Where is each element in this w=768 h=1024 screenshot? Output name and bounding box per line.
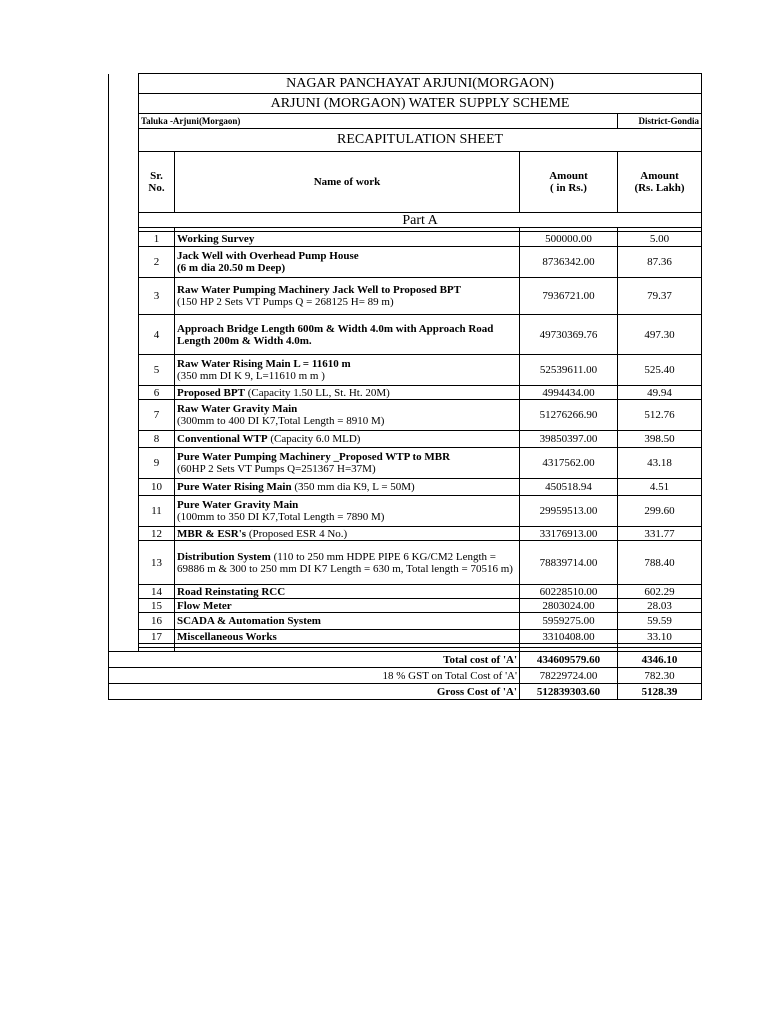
row-sr-no: 17 [139,630,175,644]
table-row [109,386,702,400]
work-title: Distribution System [177,550,271,563]
left-margin-cell [109,355,139,386]
left-margin-cell [109,386,139,400]
work-detail: (350 mm DI K 9, L=11610 m m ) [177,370,325,382]
row-amount-rs: 33176913.00 [520,527,618,541]
row-sr-no: 7 [139,400,175,431]
row-amount-lakh: 331.77 [618,527,702,541]
row-sr-no: 6 [139,386,175,400]
row-work-name [175,585,520,599]
col-header-amount: Amount ( in Rs.) [520,152,618,213]
row-amount-lakh: 512.76 [618,400,702,431]
row-work-name [175,232,520,247]
total-amount-rs: 434609579.60 [520,652,618,668]
district-label: District-Gondia [618,114,702,129]
work-title: Jack Well with Overhead Pump House [177,250,359,262]
row-amount-lakh: 788.40 [618,541,702,585]
row-sr-no: 1 [139,232,175,247]
total-amount-lakh: 5128.39 [618,684,702,700]
recap-heading: RECAPITULATION SHEET [139,129,702,152]
work-title: Miscellaneous Works [177,630,277,643]
row-sr-no: 15 [139,599,175,613]
table-row [109,315,702,355]
work-title: SCADA & Automation System [177,615,321,627]
row-sr-no: 9 [139,448,175,479]
row-work-name [175,527,520,541]
row-work-name [175,541,520,585]
left-margin-cell [109,630,139,644]
table-row [109,448,702,479]
row-amount-rs: 2803024.00 [520,599,618,613]
table-row [109,247,702,278]
work-title: Proposed BPT [177,386,245,399]
gross-cost-row [109,684,702,700]
left-margin-cell [109,232,139,247]
total-label: Total cost of 'A' [109,652,520,668]
total-label: Gross Cost of 'A' [109,684,520,700]
row-amount-lakh: 43.18 [618,448,702,479]
left-margin-cell [109,479,139,496]
row-amount-rs: 49730369.76 [520,315,618,355]
left-margin-cell [109,400,139,431]
title-line-1: NAGAR PANCHAYAT ARJUNI(MORGAON) [139,74,702,94]
row-sr-no: 13 [139,541,175,585]
work-detail: (Proposed ESR 4 No.) [246,527,348,540]
work-title-detail: (6 m dia 20.50 m Deep) [177,262,286,274]
row-amount-lakh: 59.59 [618,613,702,630]
col-header-name: Name of work [175,152,520,213]
row-amount-rs: 60228510.00 [520,585,618,599]
row-amount-rs: 500000.00 [520,232,618,247]
table-row [109,232,702,247]
work-title: Flow Meter [177,599,232,612]
row-amount-rs: 29959513.00 [520,496,618,527]
total-amount-rs: 512839303.60 [520,684,618,700]
row-sr-no: 10 [139,479,175,496]
left-margin-cell [109,213,139,228]
work-title: Approach Bridge Length 600m & Width 4.0m with Approach Road Length 200m & Width 4.0m. [177,322,494,347]
work-detail: (60HP 2 Sets VT Pumps Q=251367 H=37M) [177,463,376,475]
table-row [109,479,702,496]
work-title: Road Reinstating RCC [177,585,286,598]
work-detail: (110 to 250 mm HDPE PIPE 6 KG/CM2 Length = 69886 m & 300 to 250 mm DI K7 Length = 630 m, Total length = 70516 m) [177,550,513,575]
work-detail: (150 HP 2 Sets VT Pumps Q = 268125 H= 89 m) [177,296,394,308]
left-margin-cell [109,527,139,541]
row-sr-no: 5 [139,355,175,386]
row-amount-lakh: 28.03 [618,599,702,613]
total-amount-rs: 78229724.00 [520,668,618,684]
part-label: Part A [139,213,702,228]
row-amount-lakh: 299.60 [618,496,702,527]
row-sr-no: 14 [139,585,175,599]
left-margin-cell [109,247,139,278]
work-title: Raw Water Rising Main L = 11610 m [177,358,351,370]
row-amount-rs: 4317562.00 [520,448,618,479]
title-line-2: ARJUNI (MORGAON) WATER SUPPLY SCHEME [139,94,702,114]
row-work-name [175,278,520,315]
total-label: 18 % GST on Total Cost of 'A' [109,668,520,684]
work-title: Raw Water Pumping Machinery Jack Well to Proposed BPT [177,284,461,296]
work-title: Conventional WTP [177,433,268,445]
total-cost-row [109,652,702,668]
row-work-name [175,448,520,479]
row-sr-no: 16 [139,613,175,630]
row-amount-rs: 8736342.00 [520,247,618,278]
gst-row [109,668,702,684]
row-amount-lakh: 5.00 [618,232,702,247]
recapitulation-sheet [108,73,701,700]
total-amount-lakh: 782.30 [618,668,702,684]
left-margin-cell [109,129,139,152]
row-sr-no: 11 [139,496,175,527]
work-title: Working Survey [177,233,255,245]
row-amount-lakh: 602.29 [618,585,702,599]
row-sr-no: 12 [139,527,175,541]
row-work-name [175,496,520,527]
row-amount-rs: 51276266.90 [520,400,618,431]
row-amount-rs: 4994434.00 [520,386,618,400]
row-work-name [175,247,520,278]
row-amount-lakh: 398.50 [618,431,702,448]
row-amount-lakh: 49.94 [618,386,702,400]
work-title: Raw Water Gravity Main [177,403,298,415]
left-margin-cell [109,431,139,448]
table-row [109,613,702,630]
table-row [109,431,702,448]
left-margin-cell [109,74,139,94]
work-detail: (Capacity 6.0 MLD) [267,433,361,445]
work-title: MBR & ESR's [177,527,247,540]
row-amount-rs: 39850397.00 [520,431,618,448]
left-margin-cell [109,114,139,129]
row-amount-lakh: 33.10 [618,630,702,644]
left-margin-cell [109,152,139,213]
left-margin-cell [109,94,139,114]
row-work-name [175,355,520,386]
table-row [109,278,702,315]
row-sr-no: 2 [139,247,175,278]
row-amount-rs: 78839714.00 [520,541,618,585]
table-row [109,400,702,431]
work-detail: (100mm to 350 DI K7,Total Length = 7890 M) [177,511,385,523]
left-margin-cell [109,585,139,599]
taluka-label: Taluka -Arjuni(Morgaon) [139,114,618,129]
row-work-name [175,479,520,496]
row-work-name [175,431,520,448]
work-title: Pure Water Gravity Main [177,499,299,511]
left-margin-cell [109,278,139,315]
table-row [109,496,702,527]
row-work-name [175,613,520,630]
row-amount-lakh: 4.51 [618,479,702,496]
row-amount-lakh: 497.30 [618,315,702,355]
left-margin-cell [109,448,139,479]
work-title: Pure Water Pumping Machinery _Proposed WTP to MBR [177,451,451,463]
row-work-name [175,315,520,355]
table-row [109,585,702,599]
left-margin-cell [109,496,139,527]
row-amount-rs: 52539611.00 [520,355,618,386]
left-margin-cell [109,541,139,585]
recap-table [108,73,702,700]
table-row [109,630,702,644]
col-header-sr: Sr. No. [139,152,175,213]
row-sr-no: 3 [139,278,175,315]
row-work-name [175,400,520,431]
row-amount-lakh: 79.37 [618,278,702,315]
work-title: Pure Water Rising Main [177,481,292,493]
left-margin-cell [109,315,139,355]
row-amount-rs: 3310408.00 [520,630,618,644]
row-amount-rs: 450518.94 [520,479,618,496]
row-sr-no: 8 [139,431,175,448]
row-sr-no: 4 [139,315,175,355]
table-row [109,527,702,541]
row-amount-rs: 5959275.00 [520,613,618,630]
table-row [109,541,702,585]
table-row [109,355,702,386]
row-work-name [175,599,520,613]
work-detail: (300mm to 400 DI K7,Total Length = 8910 M) [177,415,385,427]
row-work-name [175,386,520,400]
row-amount-lakh: 525.40 [618,355,702,386]
total-amount-lakh: 4346.10 [618,652,702,668]
work-detail: (350 mm dia K9, L = 50M) [291,481,415,493]
col-header-lakh: Amount (Rs. Lakh) [618,152,702,213]
work-detail: (Capacity 1.50 LL, St. Ht. 20M) [244,386,390,399]
left-margin-cell [109,599,139,613]
left-margin-cell [109,613,139,630]
row-amount-lakh: 87.36 [618,247,702,278]
row-amount-rs: 7936721.00 [520,278,618,315]
table-row [109,599,702,613]
row-work-name [175,630,520,644]
